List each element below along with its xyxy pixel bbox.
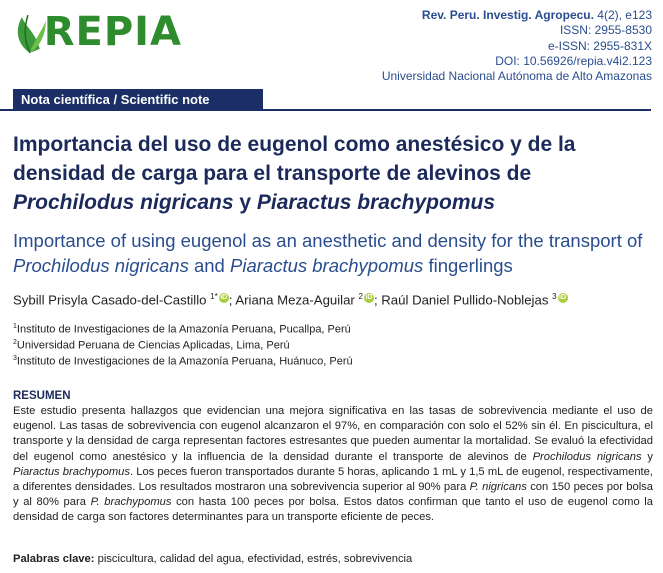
title-en-species-1: Prochilodus nigricans xyxy=(13,255,189,276)
section-bar xyxy=(0,89,663,111)
eissn: e-ISSN: 2955-831X xyxy=(547,38,652,53)
affiliation-text: Instituto de Investigaciones de la Amazonía Peruana, Huánuco, Perú xyxy=(16,355,353,368)
author-sup: 2 xyxy=(358,292,363,301)
author-name: Ariana Meza-Aguilar xyxy=(235,292,355,308)
title-es-species-2: Piaractus brachypomus xyxy=(256,191,495,214)
author-name: Raúl Daniel Pullido-Noblejas xyxy=(381,292,549,308)
affiliation-text: Instituto de Investigaciones de la Amazonía Peruana, Pucallpa, Perú xyxy=(16,323,351,336)
title-en-text: Importance of using eugenol as an anesthetic and density for the transport of xyxy=(13,230,643,251)
abstract-body xyxy=(13,404,653,526)
title-es-species-1: Prochilodus nigricans xyxy=(13,191,234,214)
abstract-species: Prochilodus nigricans xyxy=(532,450,642,463)
author-sup: 1* xyxy=(210,292,218,301)
keywords-text: piscicultura, calidad del agua, efectividad, estrés, sobrevivencia xyxy=(94,553,413,565)
title-en-species-2: Piaractus brachypomus xyxy=(230,255,424,276)
leaf-icon xyxy=(12,9,48,55)
author-separator: ; xyxy=(228,292,236,308)
journal-volume: 4(2), e123 xyxy=(597,8,652,22)
title-en-conj: and xyxy=(188,255,230,276)
affiliation-sup: 2 xyxy=(13,339,17,346)
keywords-label: Palabras clave: xyxy=(13,553,95,565)
doi-link[interactable]: DOI: 10.56926/repia.v4i2.123 xyxy=(495,53,652,68)
issn: ISSN: 2955-8530 xyxy=(559,23,652,38)
title-es-text: Importancia del uso de eugenol como anestésico y de la densidad de carga para el transporte de alevinos de xyxy=(13,133,576,185)
title-es-conj: y xyxy=(233,191,257,214)
affiliation-sup: 1 xyxy=(13,323,17,330)
abstract-species: P. nigricans xyxy=(469,481,527,494)
affiliation xyxy=(13,339,653,352)
affiliation-text: Universidad Peruana de Ciencias Aplicadas, Lima, Perú xyxy=(16,339,290,352)
journal-name: Rev. Peru. Investig. Agropecu. xyxy=(421,8,594,22)
title-spanish xyxy=(13,130,653,217)
affiliation-sup: 3 xyxy=(13,355,17,362)
abstract-text: . Los peces fueron transportados durante 5 horas, aplicando 1 mL y 1,5 mL de eugenol, respectivamente, a diferentes densidades. Los resultados mostraron una sobrevivencia superior al 90% para xyxy=(13,465,653,494)
abstract-text: Este estudio presenta hallazgos que evidencian una mejora significativa en las tasas de sobrevivencia mediante el uso de eugenol. Las tasas de sobrevivencia con eugenol alcanzaron el 97%, en comparación con solo el 52% sin él. En piscicultura, el transporte y la densidad de carga representan factores estresantes que pueden aumentar la mortalidad. Se evaluó la efectividad del eugenol como anestésico y la influencia de la densidad durante el transporte de alevinos de xyxy=(13,405,653,463)
affiliation xyxy=(13,323,653,336)
author-name: Sybill Prisyla Casado-del-Castillo xyxy=(13,292,207,308)
journal-logo xyxy=(12,6,182,58)
abstract-text: y xyxy=(641,450,654,463)
abstract-heading: RESUMEN xyxy=(13,390,71,402)
title-en-suffix: fingerlings xyxy=(423,255,513,276)
keywords xyxy=(13,553,653,565)
section-label: Nota científica / Scientific note xyxy=(13,89,263,111)
author-list xyxy=(13,292,658,307)
author-separator: ; xyxy=(373,292,382,308)
orcid-icon[interactable]: iD xyxy=(365,294,373,301)
university: Universidad Nacional Autónoma de Alto Amazonas xyxy=(381,69,652,84)
orcid-icon[interactable]: iD xyxy=(559,294,567,301)
affiliation xyxy=(13,355,653,368)
abstract-text: con 150 peces por bolsa y al 80% para xyxy=(13,481,653,509)
title-english xyxy=(13,228,658,278)
logo-text: REPIA xyxy=(43,9,182,55)
author-sup: 3 xyxy=(552,292,557,301)
orcid-icon[interactable]: iD xyxy=(220,294,228,301)
abstract-species: P. brachypomus xyxy=(90,496,172,509)
journal-info xyxy=(382,8,652,84)
journal-citation xyxy=(382,8,652,23)
abstract-text: con hasta 100 peces por bolsa. Estos datos confirman que tanto el uso de eugenol como la densidad de carga son factores determinantes para un transporte eficiente de peces. xyxy=(13,496,653,524)
abstract-species: Piaractus brachypomus xyxy=(13,465,130,478)
